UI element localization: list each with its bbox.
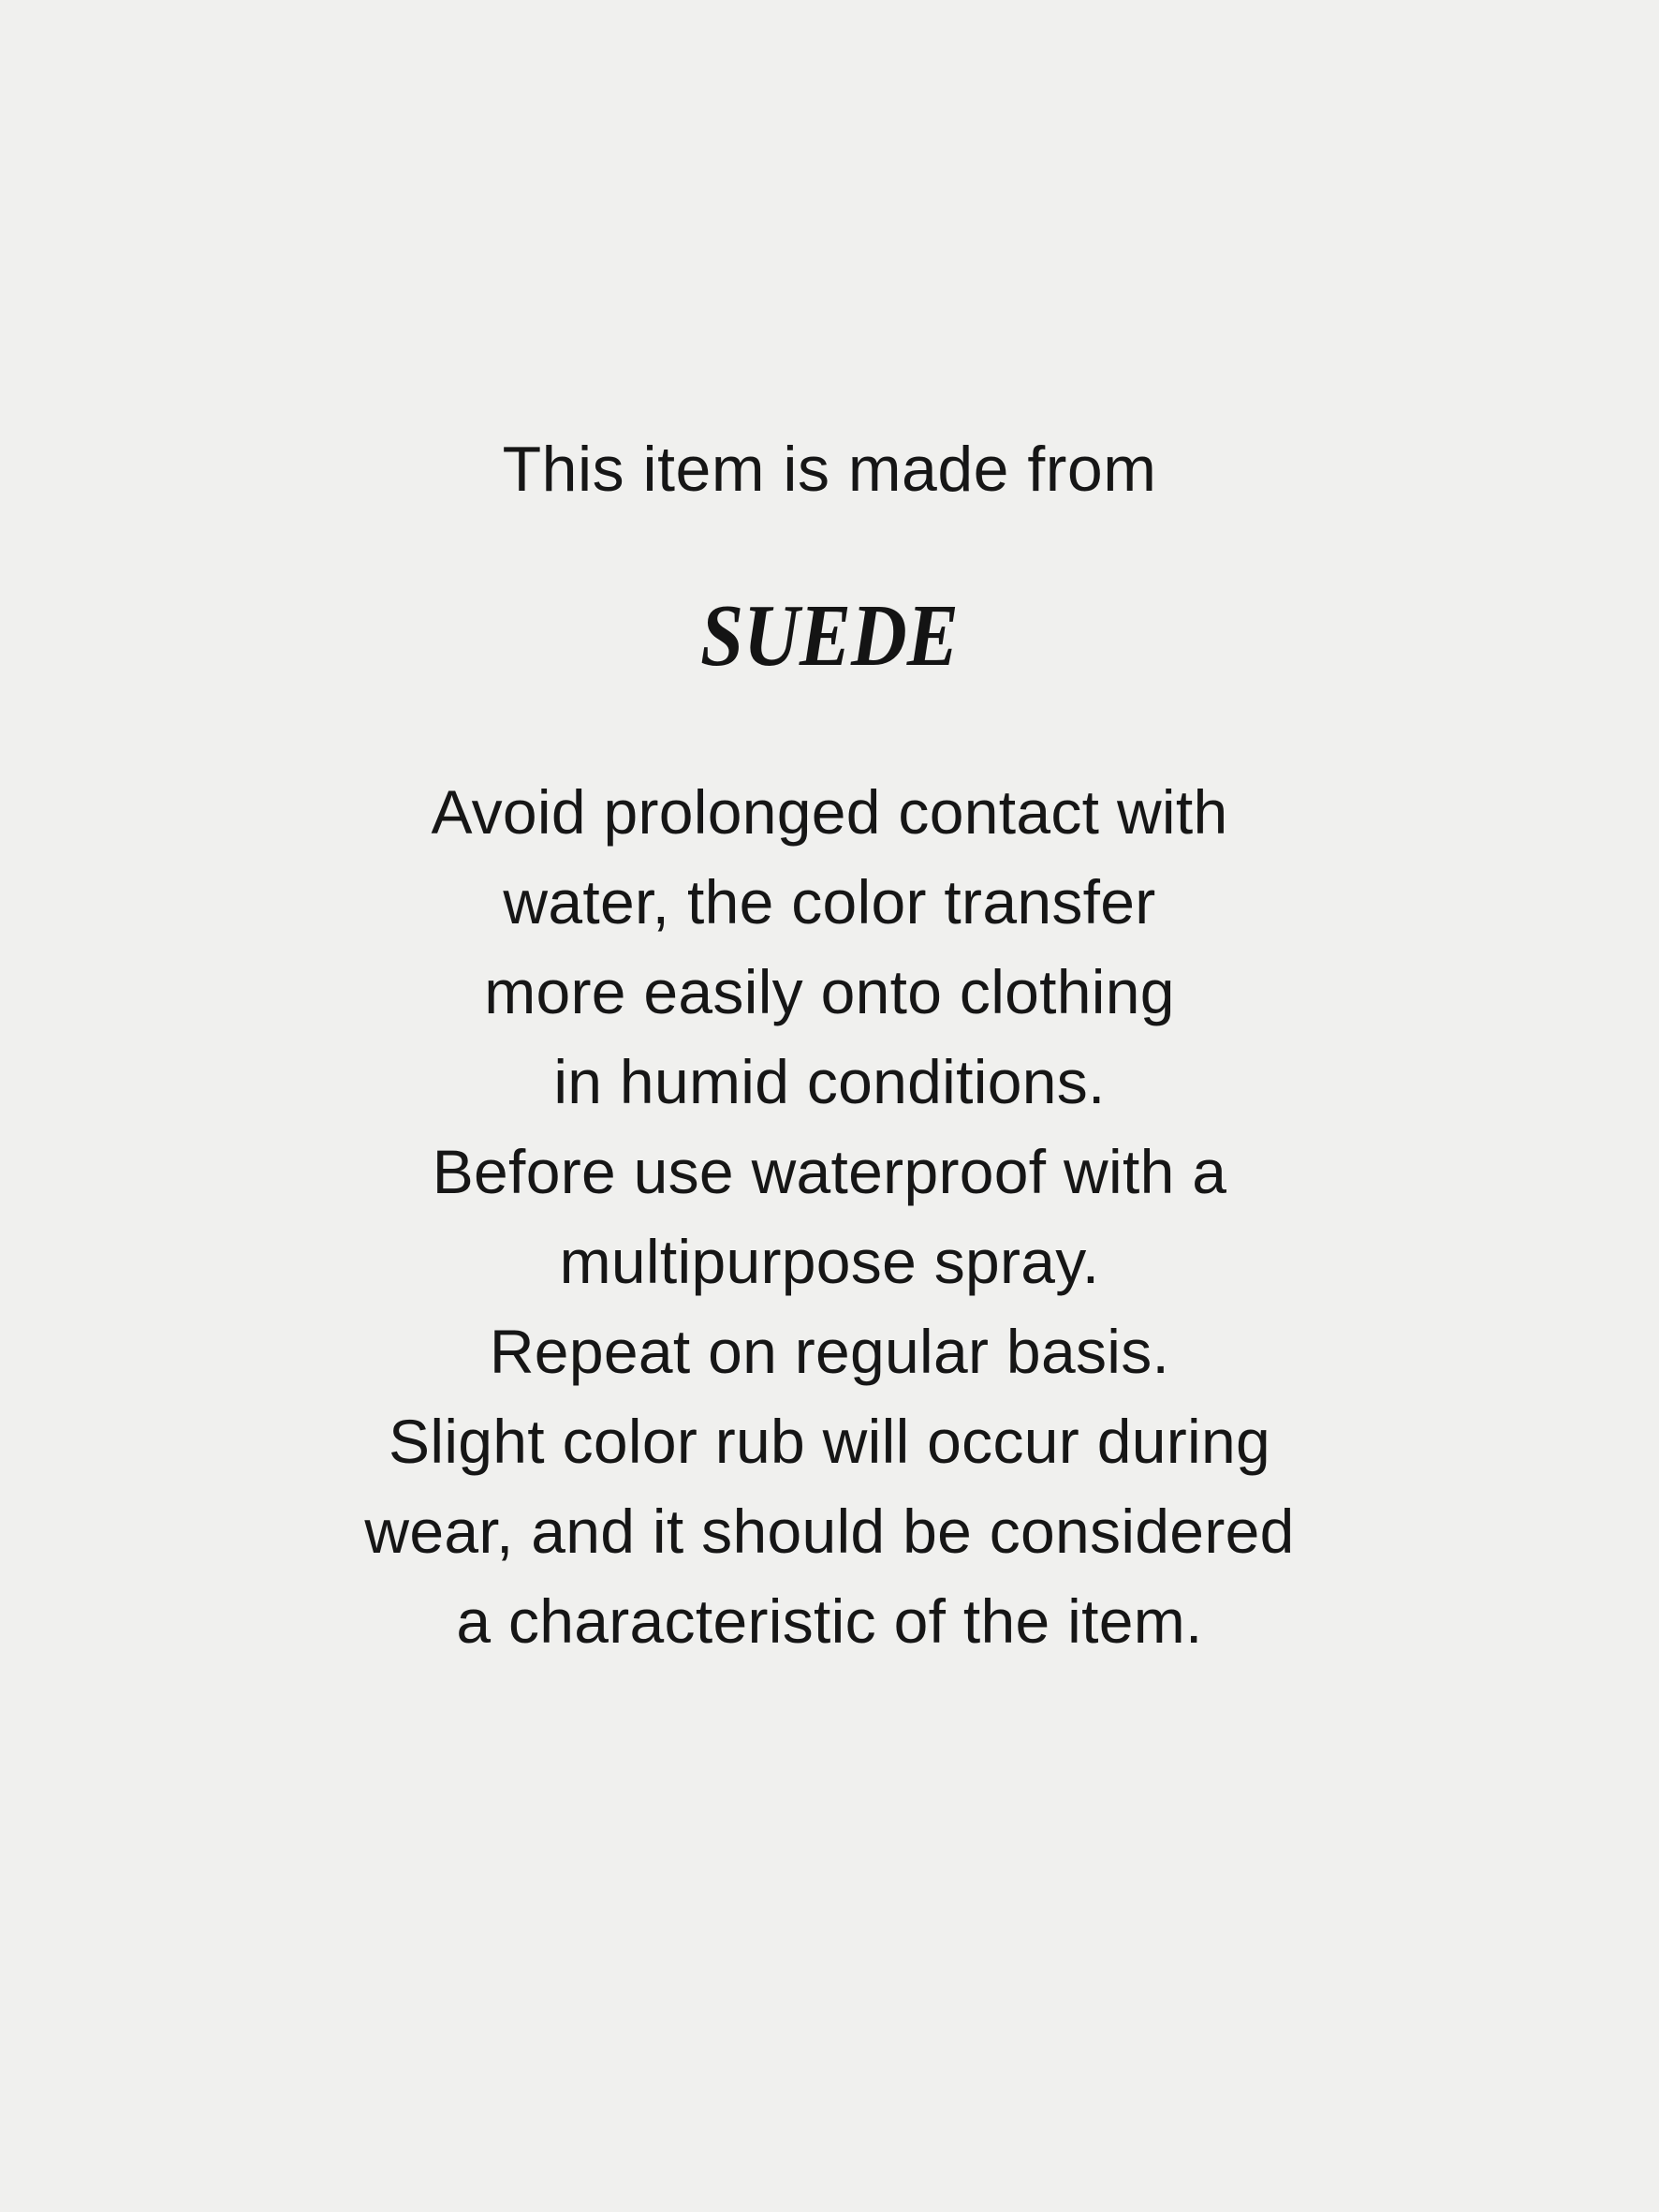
care-line: a characteristic of the item. (456, 1586, 1203, 1657)
care-line: wear, and it should be considered (364, 1497, 1295, 1567)
intro-text: This item is made from (502, 434, 1157, 505)
care-line: in humid conditions. (553, 1047, 1106, 1117)
material-name: SUEDE (700, 586, 959, 685)
care-line: Slight color rub will occur during (389, 1407, 1270, 1477)
care-line: multipurpose spray. (559, 1227, 1100, 1297)
care-line: water, the color transfer (503, 867, 1156, 937)
care-line: Repeat on regular basis. (489, 1317, 1170, 1387)
care-line: Before use waterproof with a (432, 1137, 1227, 1207)
care-instructions (0, 767, 1659, 1666)
care-line: Avoid prolonged contact with (431, 777, 1228, 848)
care-line: more easily onto clothing (484, 957, 1175, 1027)
